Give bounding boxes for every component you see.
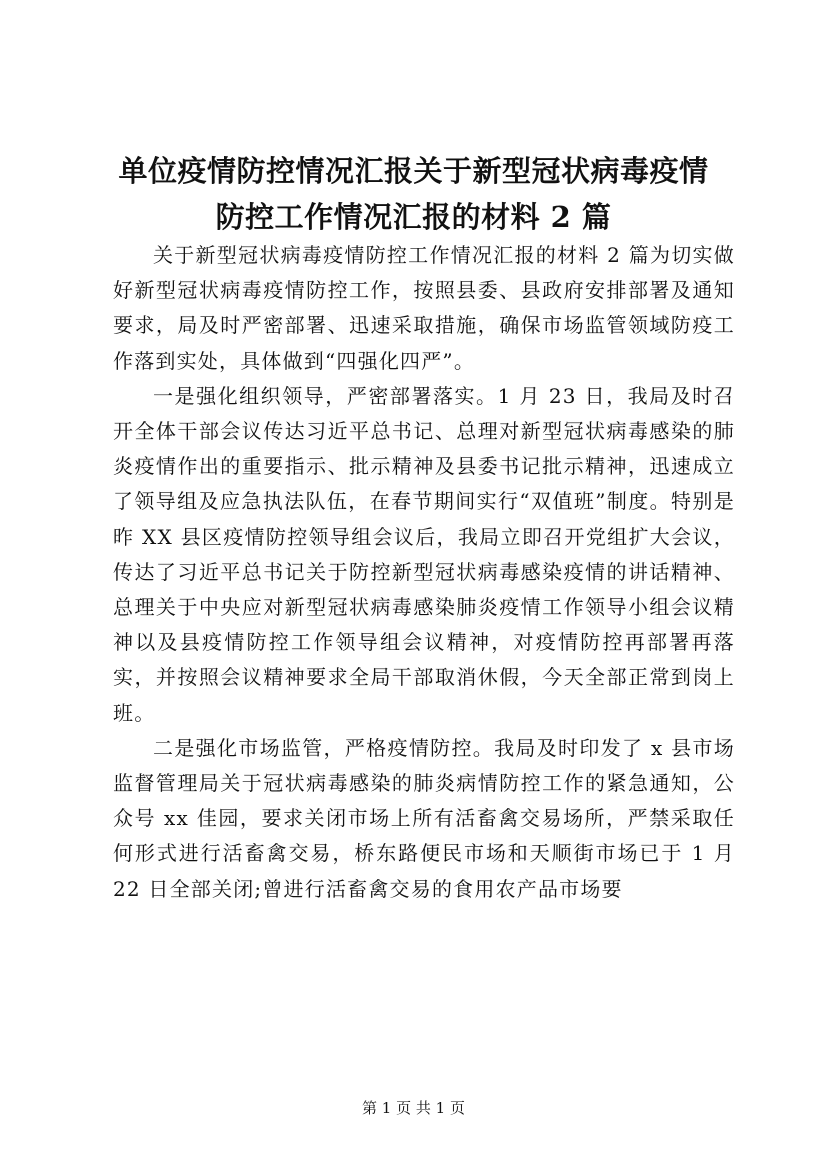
paragraph-two: 二是强化市场监管，严格疫情防控。我局及时印发了 x 县市场监督管理局关于冠状病毒感染的肺炎病情防控工作的紧急通知，公众号 xx 佳园，要求关闭市场上所有活畜禽交易场所，严禁采取任何形式进行活畜禽交易，桥东路便民市场和天顺街市场已于 1 月 22 日全部关闭;曾进行活畜禽交易的食用农产品市场要 — [113, 735, 735, 901]
paragraph-intro: 关于新型冠状病毒疫情防控工作情况汇报的材料 2 篇为切实做好新型冠状病毒疫情防控工作，按照县委、县政府安排部署及通知要求，局及时严密部署、迅速采取措施，确保市场监管领域防疫工作落到实处，具体做到“四强化四严”。 — [113, 243, 735, 373]
title-line-2: 防控工作情况汇报的材料 2 篇 — [215, 200, 612, 234]
page-footer: 第 1 页 共 1 页 — [362, 1099, 465, 1117]
page-title — [100, 148, 727, 240]
title-line-1: 单位疫情防控情况汇报关于新型冠状病毒疫情 — [118, 154, 709, 188]
document-body — [113, 238, 735, 907]
paragraph-one: 一是强化组织领导，严密部署落实。1 月 23 日，我局及时召开全体干部会议传达习近平总书记、总理对新型冠状病毒感染的肺炎疫情作出的重要指示、批示精神及县委书记批示精神，迅速成立了领导组及应急执法队伍，在春节期间实行“双值班”制度。特别是昨 XX 县区疫情防控领导组会议后，我局立即召开党组扩大会议，传达了习近平总书记关于防控新型冠状病毒感染疫情的讲话精神、总理关于中央应对新型冠状病毒感染肺炎疫情工作领导小组会议精神以及县疫情防控工作领导组会议精神，对疫情防控再部署再落实，并按照会议精神要求全局干部取消休假，今天全部正常到岗上班。 — [113, 383, 735, 725]
